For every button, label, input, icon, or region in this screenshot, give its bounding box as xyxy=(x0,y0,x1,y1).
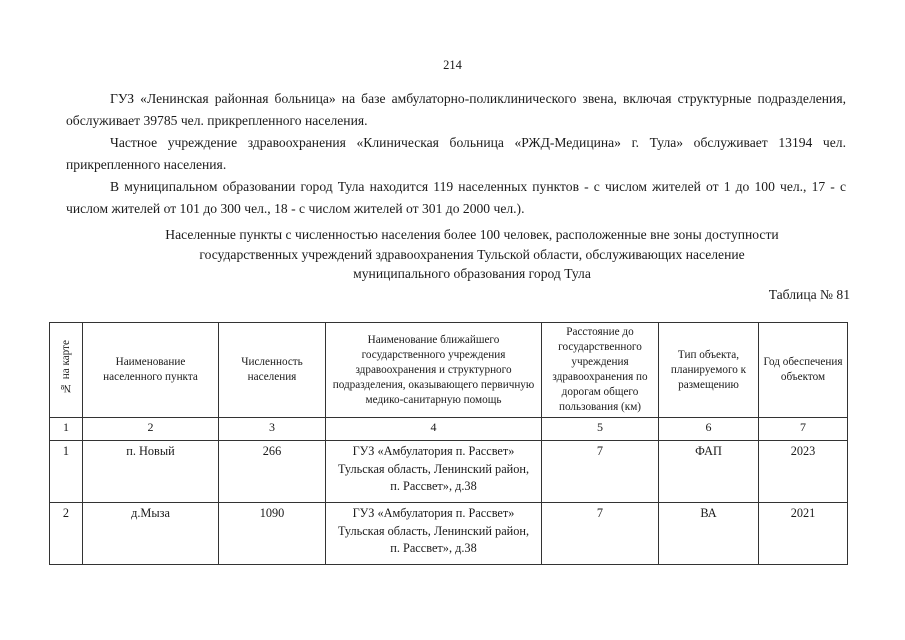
cell-distance: 7 xyxy=(542,441,659,503)
column-header-facility: Наименование ближайшего государственного учреждения здравоохранения и структурного подразделения, оказывающего первичную медико-санитарную помощь xyxy=(326,323,542,418)
facility-line: Тульская область, Ленинский район, xyxy=(337,523,530,538)
paragraph: ГУЗ «Ленинская районная больница» на базе амбулаторно-поликлинического звена, включая структурные подразделения, обслуживает 39785 чел. прикрепленного населения. xyxy=(66,91,846,128)
column-header-year: Год обеспечения объектом xyxy=(759,323,848,418)
cell-name: д.Мыза xyxy=(83,503,219,565)
column-number: 6 xyxy=(659,418,759,441)
column-number: 4 xyxy=(326,418,542,441)
column-number-row xyxy=(50,418,848,441)
column-number: 7 xyxy=(759,418,848,441)
column-header-num-label: № на карте xyxy=(59,340,72,395)
table-heading xyxy=(66,225,878,284)
cell-population: 266 xyxy=(219,441,326,503)
paragraph: В муниципальном образовании город Тула находится 119 населенных пунктов - с числом жителей от 1 до 100 чел., 17 - с числом жителей от 101 до 300 чел., 18 - с числом жителей от 301 до 2000 чел.). xyxy=(66,179,846,216)
cell-year: 2021 xyxy=(759,503,848,565)
cell-facility xyxy=(326,441,542,503)
table-heading-line: Населенные пункты с численностью населения более 100 человек, расположенные вне зоны доступности xyxy=(165,227,779,242)
facility-line: ГУЗ «Амбулатория п. Рассвет» xyxy=(352,506,515,520)
column-header-num xyxy=(50,323,83,418)
paragraph: Частное учреждение здравоохранения «Клиническая больница «РЖД-Медицина» г. Тула» обслуживает 13194 чел. прикрепленного населения. xyxy=(66,135,846,172)
facility-line: Тульская область, Ленинский район, xyxy=(337,461,530,476)
body-text xyxy=(66,88,846,220)
cell-distance: 7 xyxy=(542,503,659,565)
cell-type: ВА xyxy=(659,503,759,565)
facility-line: ГУЗ «Амбулатория п. Рассвет» xyxy=(352,444,515,458)
facility-line: п. Рассвет», д.38 xyxy=(390,541,477,555)
column-number: 2 xyxy=(83,418,219,441)
table-heading-line: муниципального образования город Тула xyxy=(353,266,591,281)
cell-name: п. Новый xyxy=(83,441,219,503)
page-number: 214 xyxy=(443,58,462,72)
column-header-distance: Расстояние до государственного учреждения здравоохранения по дорогам общего пользования (км) xyxy=(542,323,659,418)
cell-type: ФАП xyxy=(659,441,759,503)
column-number: 1 xyxy=(50,418,83,441)
column-number: 3 xyxy=(219,418,326,441)
table-row xyxy=(50,503,848,565)
cell-year: 2023 xyxy=(759,441,848,503)
column-header-type: Тип объекта, планируемого к размещению xyxy=(659,323,759,418)
column-number: 5 xyxy=(542,418,659,441)
cell-num: 1 xyxy=(50,441,83,503)
data-table xyxy=(49,322,848,565)
cell-population: 1090 xyxy=(219,503,326,565)
table-number: Таблица № 81 xyxy=(768,287,850,302)
column-header-population: Численность населения xyxy=(219,323,326,418)
table-header-row xyxy=(50,323,848,418)
table-heading-line: государственных учреждений здравоохранения Тульской области, обслуживающих население xyxy=(199,246,745,262)
table-row xyxy=(50,441,848,503)
column-header-name: Наименование населенного пункта xyxy=(83,323,219,418)
cell-facility xyxy=(326,503,542,565)
facility-line: п. Рассвет», д.38 xyxy=(390,479,477,493)
cell-num: 2 xyxy=(50,503,83,565)
